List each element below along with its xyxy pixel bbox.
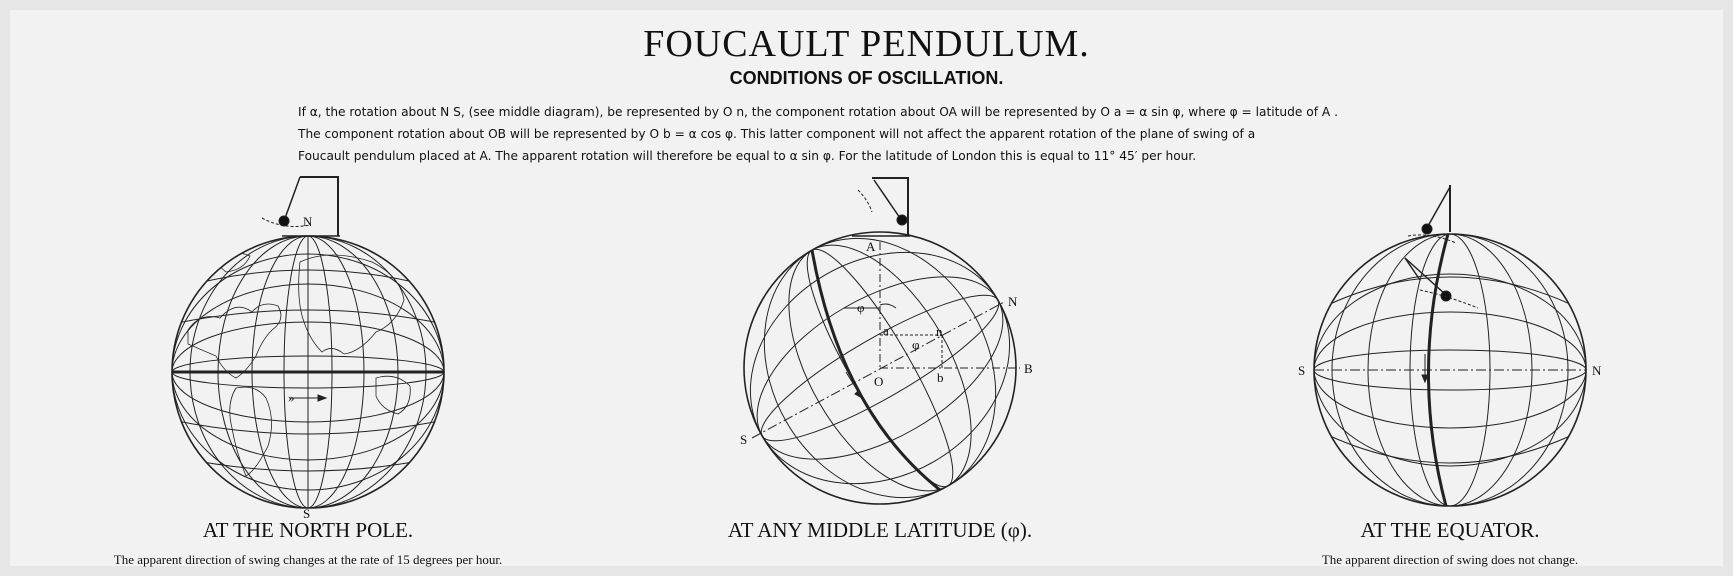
middle-label-b: B	[1024, 361, 1033, 376]
equator-note: The apparent direction of swing does not change.	[1321, 552, 1579, 567]
page-title: FOUCAULT PENDULUM.	[643, 23, 1090, 65]
north-pole-label-s: S	[303, 506, 311, 521]
north-pole-label-n: N	[303, 214, 313, 229]
north-pole-caption: AT THE NORTH POLE.	[202, 518, 414, 542]
page-subtitle: CONDITIONS OF OSCILLATION.	[729, 68, 1004, 88]
equator-label-n: N	[1592, 363, 1602, 378]
middle-label-small-a: a	[883, 323, 889, 338]
middle-latitude-caption: AT ANY MIDDLE LATITUDE (φ).	[727, 518, 1033, 542]
middle-latitude-globe	[694, 178, 1066, 554]
explanation-line-1: If α, the rotation about N S, (see middle diagram), be represented by O n, the component rotation about OA will be represented by O a = α sin φ, where φ = latitude of A .	[298, 105, 1338, 119]
explanation-line-3: Foucault pendulum placed at A. The apparent rotation will therefore be equal to α sin φ. For the latitude of London this is equal to 11° 45′ per hour.	[298, 149, 1197, 163]
middle-label-n: N	[1008, 294, 1018, 309]
equator-caption: AT THE EQUATOR.	[1360, 518, 1540, 542]
middle-label-small-n: n	[936, 324, 943, 339]
middle-label-small-b: b	[937, 370, 944, 385]
north-pole-note: The apparent direction of swing changes at the rate of 15 degrees per hour.	[113, 552, 503, 567]
svg-text:»: »	[288, 390, 295, 405]
middle-label-a-upper: A	[866, 239, 876, 254]
middle-label-o: O	[874, 374, 884, 389]
middle-label-s: S	[740, 432, 748, 447]
explanation-line-2: The component rotation about OB will be represented by O b = α cos φ. This latter component will not affect the apparent rotation of the plane of swing of a	[298, 127, 1256, 141]
equator-label-s: S	[1298, 363, 1306, 378]
middle-label-phi-1: φ	[857, 300, 865, 315]
middle-label-phi-2: φ	[912, 337, 920, 352]
equator-globe	[1314, 185, 1586, 506]
